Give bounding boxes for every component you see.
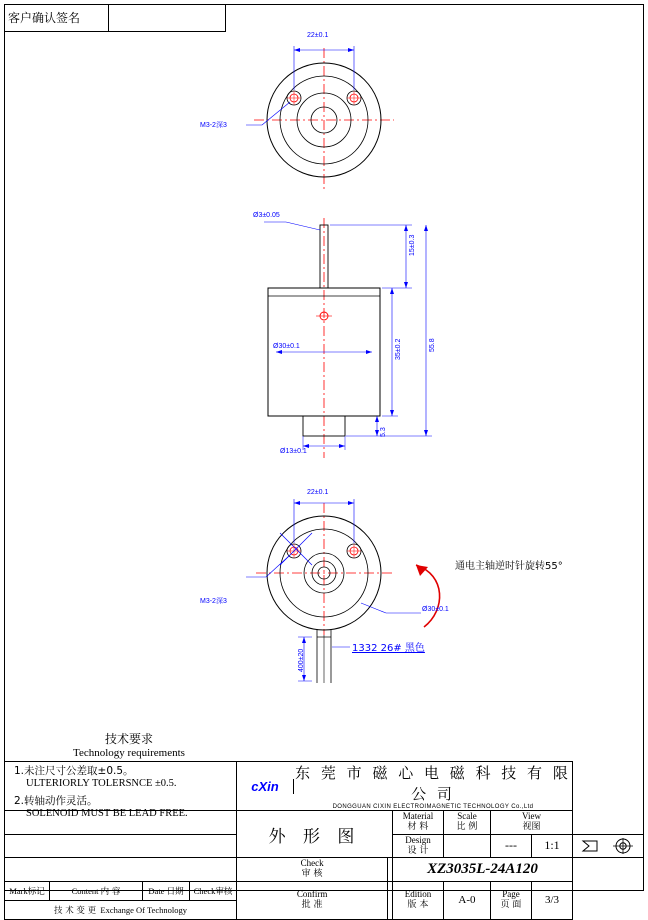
design-signature xyxy=(443,834,490,858)
view-symbol-cell xyxy=(572,834,643,858)
check-label xyxy=(237,858,388,882)
customer-confirm-label: 客户确认签名 xyxy=(8,11,81,25)
side-view-flange-diameter: Ø13±0.1 xyxy=(280,448,307,455)
scale-label-en: Scale xyxy=(457,811,477,821)
page-value: 3/3 xyxy=(531,881,572,919)
first-angle-projection-icon xyxy=(573,837,643,855)
side-view-total-length: 55.8 xyxy=(429,338,436,352)
top-view-thread-note: M3-2深3 xyxy=(200,122,227,129)
rotation-note: 通电主轴逆时针旋转55° xyxy=(455,561,563,572)
rev-header-content xyxy=(50,881,143,900)
material-label xyxy=(392,811,443,835)
rev-header-check-en: Check xyxy=(193,885,216,896)
rev-footer-cn: 技 术 变 更 xyxy=(54,905,97,916)
page-label xyxy=(490,881,531,919)
side-view-shaft-diameter: Ø3±0.05 xyxy=(253,212,280,219)
rev-header-check-cn: 审核 xyxy=(215,886,233,897)
revision-row-blank-4 xyxy=(5,858,237,882)
note-item-2-en: SOLENOID MUST BE LEAD FREE. xyxy=(26,808,188,819)
rev-header-mark-cn: 标记 xyxy=(27,886,45,897)
rev-header-check xyxy=(190,881,237,900)
edition-label-en: Edition xyxy=(404,888,432,899)
notes-subtitle: Technology requirements xyxy=(73,747,185,759)
customer-confirm-divider xyxy=(108,4,109,32)
scale-value: 1:1 xyxy=(531,834,572,858)
edition-value: A-0 xyxy=(443,881,490,919)
revision-row-blank-1 xyxy=(5,762,237,811)
scale-label xyxy=(443,811,490,835)
top-view-width-dimension: 22±0.1 xyxy=(307,32,329,39)
part-number: XZ3035L-24A120 xyxy=(392,858,572,882)
rev-footer-en: Exchange Of Technology xyxy=(100,904,187,915)
top-view-drawing xyxy=(246,40,426,200)
company-name-en: DONGGUAN CIXIN ELECTROIMAGNETIC TECHNOLOGY Co.,Ltd xyxy=(332,804,534,810)
page-label-en: Page xyxy=(502,888,520,899)
edition-label xyxy=(392,881,443,919)
check-label-en: Check xyxy=(300,858,324,868)
view-label xyxy=(490,811,572,835)
bottom-view-body-diameter: Ø30±0.1 xyxy=(422,606,449,613)
material-label-cn: 材 料 xyxy=(407,822,429,833)
company-name-cn: 东 莞 市 磁 心 电 磁 科 技 有 限 公 司 xyxy=(295,764,571,803)
wire-spec-note: 1332 26# 黑色 xyxy=(352,643,425,654)
rev-header-mark xyxy=(5,881,50,900)
confirm-label xyxy=(237,881,388,919)
rev-header-date xyxy=(143,881,190,900)
bottom-view-width-dimension: 22±0.1 xyxy=(307,489,329,496)
confirm-label-cn: 批 准 xyxy=(301,900,323,910)
design-label-cn: 设 计 xyxy=(407,845,429,856)
side-view-body-diameter: Ø30±0.1 xyxy=(273,343,300,350)
design-label-en: Design xyxy=(405,834,431,845)
page-label-cn: 页 面 xyxy=(500,900,522,910)
design-label xyxy=(392,834,443,858)
company-logo xyxy=(237,779,294,794)
note-item-1-en: ULTERIORLY TOLERSNCE ±0.5. xyxy=(26,778,177,789)
material-value: --- xyxy=(490,834,531,858)
view-label-en: View xyxy=(522,811,541,821)
drawing-title: 外 形 图 xyxy=(237,811,393,858)
rev-header-date-cn: 日期 xyxy=(166,886,184,897)
rev-header-date-en: Date xyxy=(148,885,165,896)
logo-text: cXin xyxy=(251,778,279,794)
revision-row-blank-3 xyxy=(5,834,237,858)
title-block xyxy=(4,761,644,916)
edition-label-cn: 版 本 xyxy=(407,900,429,910)
side-view-flange-height: 5.3 xyxy=(380,427,387,437)
revision-row-blank-2 xyxy=(5,811,237,835)
side-view-shaft-length: 15±0.3 xyxy=(409,234,416,256)
rev-footer xyxy=(5,900,237,919)
notes-title: 技术要求 xyxy=(104,732,153,746)
material-label-en: Material xyxy=(402,811,434,821)
note-item-1-cn: 1.未注尺寸公差取±0.5。 xyxy=(14,765,134,777)
rev-header-content-en: Content xyxy=(71,885,99,896)
view-label-cn: 视图 xyxy=(522,822,541,833)
rev-header-content-cn: 内 容 xyxy=(100,886,121,897)
company-cell xyxy=(237,762,573,811)
confirm-label-en: Confirm xyxy=(296,888,328,899)
scale-label-cn: 比 例 xyxy=(456,822,478,833)
bottom-view-thread-note: M3-2深3 xyxy=(200,598,227,605)
note-item-2-cn: 2.转轴动作灵活。 xyxy=(14,795,98,807)
side-view-drawing xyxy=(246,210,446,460)
side-view-body-length: 35±0.2 xyxy=(395,338,402,360)
bottom-view-lead-length: 400±20 xyxy=(298,648,305,672)
rev-header-mark-en: Mark xyxy=(9,885,28,896)
bottom-view-drawing xyxy=(246,485,466,685)
check-label-cn: 审 核 xyxy=(301,869,323,880)
